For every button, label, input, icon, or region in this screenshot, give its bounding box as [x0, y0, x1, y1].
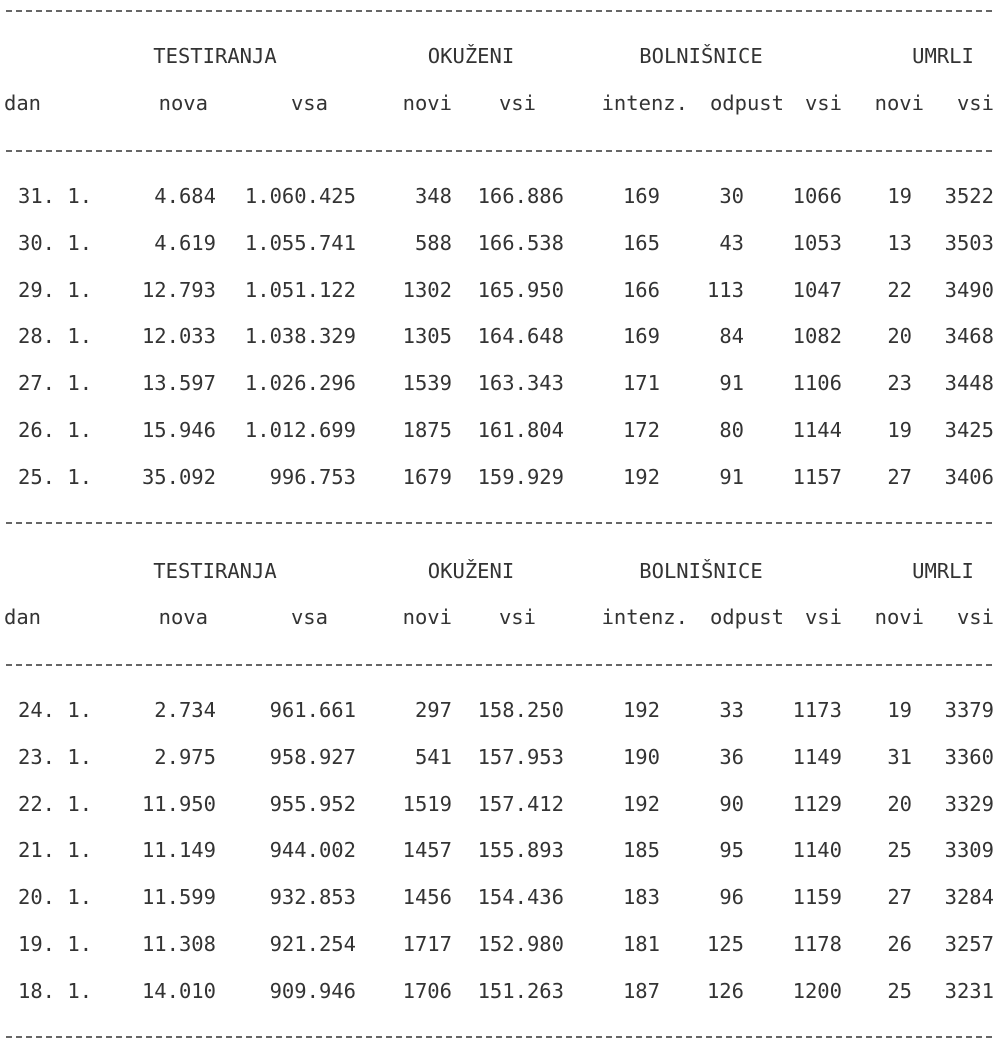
col-dan-value: 23. 1. — [18, 744, 93, 769]
col-dan-value: 28. 1. — [18, 324, 93, 349]
col-intenz-value: 166 — [622, 277, 660, 302]
table-row — [4, 322, 999, 350]
col-okuzeni-vsi-value: 157.953 — [477, 744, 564, 769]
col-umrli-novi-value: 25 — [887, 838, 912, 863]
col-okuzeni-novi-value: 1706 — [402, 978, 452, 1003]
col-dan-value: 18. 1. — [18, 978, 93, 1003]
col-odpust-value: 113 — [706, 277, 744, 302]
col-odpust-value: 33 — [719, 698, 744, 722]
col-nova-value: 15.946 — [141, 418, 216, 442]
table-row — [4, 696, 999, 724]
col-nova-value: 4.684 — [154, 184, 216, 208]
col-dan-value: 21. 1. — [18, 838, 93, 863]
col-bolnisnice-vsi-value: 1149 — [792, 744, 842, 769]
col-umrli-vsi-value: 3490 — [944, 277, 994, 302]
column-header-row — [4, 89, 999, 117]
col-bolnisnice-vsi-value: 1106 — [792, 371, 842, 396]
col-vsa-value: 958.927 — [269, 744, 356, 769]
col-umrli-vsi-value: 3468 — [944, 324, 994, 349]
col-nova-value: 13.597 — [141, 371, 216, 396]
col-nova-value: 14.010 — [141, 978, 216, 1003]
col-nova-value: 12.033 — [141, 324, 216, 349]
col-umrli-vsi: vsi — [956, 605, 994, 629]
col-odpust-value: 36 — [719, 744, 744, 769]
col-okuzeni-novi: novi — [402, 91, 452, 115]
group-header-row — [4, 42, 999, 70]
col-umrli-vsi: vsi — [956, 91, 994, 115]
col-umrli-vsi-value: 3522 — [944, 184, 994, 208]
col-dan-value: 22. 1. — [18, 791, 93, 816]
table-row — [4, 369, 999, 397]
col-vsa-value: 1.038.329 — [244, 324, 356, 349]
col-okuzeni-novi-value: 1305 — [402, 324, 452, 349]
col-odpust: odpust — [709, 91, 784, 115]
col-vsa-value: 932.853 — [269, 885, 356, 910]
col-umrli-novi-value: 22 — [887, 277, 912, 302]
col-umrli-vsi-value: 3406 — [944, 464, 994, 489]
col-vsa-value: 944.002 — [269, 838, 356, 863]
col-nova-value: 12.793 — [141, 277, 216, 302]
col-intenz-value: 192 — [622, 698, 660, 722]
col-intenz: intenz. — [601, 91, 688, 115]
col-dan: dan — [4, 91, 42, 115]
table-row — [4, 276, 999, 304]
col-okuzeni-vsi-value: 161.804 — [477, 418, 564, 442]
col-odpust-value: 90 — [719, 791, 744, 816]
col-odpust-value: 43 — [719, 230, 744, 255]
col-vsa-value: 961.661 — [269, 698, 356, 722]
col-intenz-value: 183 — [622, 885, 660, 910]
group-okuzeni: OKUŽENI — [427, 559, 515, 583]
col-okuzeni-novi-value: 588 — [414, 230, 452, 255]
col-vsa-value: 921.254 — [269, 932, 356, 956]
col-dan-value: 27. 1. — [18, 371, 93, 396]
col-okuzeni-novi-value: 541 — [414, 744, 452, 769]
col-umrli-novi-value: 23 — [887, 371, 912, 396]
col-vsa-value: 1.012.699 — [244, 418, 356, 442]
col-dan-value: 29. 1. — [18, 277, 93, 302]
col-bolnisnice-vsi-value: 1173 — [792, 698, 842, 722]
col-vsa-value: 909.946 — [269, 978, 356, 1003]
table-row — [4, 883, 999, 911]
col-okuzeni-novi-value: 1875 — [402, 418, 452, 442]
col-dan: dan — [4, 605, 42, 629]
col-nova-value: 2.734 — [154, 698, 216, 722]
rule-header-separator — [6, 150, 992, 152]
col-vsa-value: 1.051.122 — [244, 277, 356, 302]
col-odpust-value: 125 — [706, 932, 744, 956]
col-okuzeni-vsi-value: 155.893 — [477, 838, 564, 863]
col-okuzeni-novi-value: 1457 — [402, 838, 452, 863]
col-umrli-novi-value: 20 — [887, 324, 912, 349]
col-bolnisnice-vsi-value: 1129 — [792, 791, 842, 816]
group-testiranja: TESTIRANJA — [153, 44, 277, 68]
col-dan-value: 24. 1. — [18, 698, 93, 722]
col-umrli-novi-value: 19 — [887, 184, 912, 208]
col-umrli-vsi-value: 3425 — [944, 418, 994, 442]
col-umrli-novi-value: 27 — [887, 464, 912, 489]
col-odpust-value: 30 — [719, 184, 744, 208]
table-row — [4, 743, 999, 771]
group-testiranja: TESTIRANJA — [153, 559, 277, 583]
col-okuzeni-novi-value: 1539 — [402, 371, 452, 396]
col-okuzeni-vsi-value: 158.250 — [477, 698, 564, 722]
group-umrli: UMRLI — [912, 44, 974, 68]
col-okuzeni-novi-value: 1519 — [402, 791, 452, 816]
table-row — [4, 229, 999, 257]
col-nova-value: 11.950 — [141, 791, 216, 816]
col-nova-value: 35.092 — [141, 464, 216, 489]
col-umrli-vsi-value: 3231 — [944, 978, 994, 1003]
col-vsa: vsa — [290, 605, 328, 629]
col-nova-value: 11.149 — [141, 838, 216, 863]
col-umrli-vsi-value: 3329 — [944, 791, 994, 816]
col-odpust-value: 96 — [719, 885, 744, 910]
table-row — [4, 836, 999, 864]
col-bolnisnice-vsi-value: 1200 — [792, 978, 842, 1003]
col-okuzeni-vsi-value: 157.412 — [477, 791, 564, 816]
col-vsa-value: 996.753 — [269, 464, 356, 489]
col-okuzeni-vsi-value: 164.648 — [477, 324, 564, 349]
col-intenz-value: 192 — [622, 791, 660, 816]
col-dan-value: 30. 1. — [18, 230, 93, 255]
col-dan-value: 26. 1. — [18, 418, 93, 442]
col-bolnisnice-vsi-value: 1144 — [792, 418, 842, 442]
col-intenz-value: 185 — [622, 838, 660, 863]
col-umrli-vsi-value: 3379 — [944, 698, 994, 722]
col-vsa-value: 1.055.741 — [244, 230, 356, 255]
group-bolnisnice: BOLNIŠNICE — [639, 559, 763, 583]
col-odpust-value: 91 — [719, 464, 744, 489]
rule-bottom — [6, 1036, 992, 1038]
col-nova: nova — [158, 605, 208, 629]
table-row — [4, 790, 999, 818]
col-bolnisnice-vsi-value: 1066 — [792, 184, 842, 208]
col-bolnisnice-vsi-value: 1053 — [792, 230, 842, 255]
rule-top — [6, 10, 992, 12]
col-nova-value: 11.599 — [141, 885, 216, 910]
col-okuzeni-vsi-value: 151.263 — [477, 978, 564, 1003]
col-intenz-value: 169 — [622, 324, 660, 349]
col-umrli-novi: novi — [874, 91, 924, 115]
group-okuzeni: OKUŽENI — [427, 44, 515, 68]
col-odpust-value: 84 — [719, 324, 744, 349]
group-header-row — [4, 557, 999, 585]
col-intenz-value: 192 — [622, 464, 660, 489]
col-odpust-value: 91 — [719, 371, 744, 396]
col-vsa-value: 1.060.425 — [244, 184, 356, 208]
table-row — [4, 182, 999, 210]
col-okuzeni-vsi-value: 165.950 — [477, 277, 564, 302]
col-intenz-value: 165 — [622, 230, 660, 255]
col-intenz-value: 169 — [622, 184, 660, 208]
table-row — [4, 977, 999, 1005]
col-okuzeni-vsi-value: 166.886 — [477, 184, 564, 208]
col-okuzeni-novi-value: 1717 — [402, 932, 452, 956]
table-row — [4, 930, 999, 958]
col-umrli-novi-value: 19 — [887, 698, 912, 722]
table-row — [4, 416, 999, 444]
col-nova-value: 2.975 — [154, 744, 216, 769]
col-umrli-novi-value: 26 — [887, 932, 912, 956]
col-bolnisnice-vsi-value: 1047 — [792, 277, 842, 302]
col-intenz-value: 187 — [622, 978, 660, 1003]
col-okuzeni-novi-value: 297 — [414, 698, 452, 722]
col-bolnisnice-vsi-value: 1178 — [792, 932, 842, 956]
col-dan-value: 31. 1. — [18, 184, 93, 208]
col-odpust: odpust — [709, 605, 784, 629]
col-dan-value: 20. 1. — [18, 885, 93, 910]
col-bolnisnice-vsi-value: 1082 — [792, 324, 842, 349]
col-umrli-vsi-value: 3503 — [944, 230, 994, 255]
col-okuzeni-vsi-value: 154.436 — [477, 885, 564, 910]
col-umrli-novi: novi — [874, 605, 924, 629]
col-umrli-novi-value: 19 — [887, 418, 912, 442]
group-umrli: UMRLI — [912, 559, 974, 583]
col-intenz-value: 181 — [622, 932, 660, 956]
col-odpust-value: 126 — [706, 978, 744, 1003]
group-bolnisnice: BOLNIŠNICE — [639, 44, 763, 68]
col-odpust-value: 80 — [719, 418, 744, 442]
col-umrli-vsi-value: 3284 — [944, 885, 994, 910]
col-okuzeni-vsi-value: 166.538 — [477, 230, 564, 255]
col-umrli-vsi-value: 3309 — [944, 838, 994, 863]
col-okuzeni-novi-value: 348 — [414, 184, 452, 208]
col-okuzeni-vsi-value: 163.343 — [477, 371, 564, 396]
col-dan-value: 25. 1. — [18, 464, 93, 489]
table-row — [4, 463, 999, 491]
col-umrli-novi-value: 13 — [887, 230, 912, 255]
col-umrli-novi-value: 27 — [887, 885, 912, 910]
col-okuzeni-vsi-value: 152.980 — [477, 932, 564, 956]
rule-section-separator — [6, 522, 992, 524]
col-umrli-novi-value: 20 — [887, 791, 912, 816]
col-okuzeni-vsi: vsi — [498, 91, 536, 115]
col-vsa-value: 1.026.296 — [244, 371, 356, 396]
col-nova-value: 4.619 — [154, 230, 216, 255]
col-okuzeni-novi-value: 1302 — [402, 277, 452, 302]
col-bolnisnice-vsi-value: 1159 — [792, 885, 842, 910]
col-dan-value: 19. 1. — [18, 932, 93, 956]
col-bolnisnice-vsi-value: 1140 — [792, 838, 842, 863]
col-okuzeni-novi: novi — [402, 605, 452, 629]
col-nova: nova — [158, 91, 208, 115]
col-umrli-vsi-value: 3360 — [944, 744, 994, 769]
col-okuzeni-vsi: vsi — [498, 605, 536, 629]
col-okuzeni-vsi-value: 159.929 — [477, 464, 564, 489]
col-bolnisnice-vsi-value: 1157 — [792, 464, 842, 489]
col-intenz-value: 172 — [622, 418, 660, 442]
col-umrli-vsi-value: 3257 — [944, 932, 994, 956]
col-okuzeni-novi-value: 1679 — [402, 464, 452, 489]
col-odpust-value: 95 — [719, 838, 744, 863]
col-okuzeni-novi-value: 1456 — [402, 885, 452, 910]
col-vsa-value: 955.952 — [269, 791, 356, 816]
rule-header-separator — [6, 664, 992, 666]
col-nova-value: 11.308 — [141, 932, 216, 956]
col-bolnisnice-vsi: vsi — [804, 91, 842, 115]
col-umrli-novi-value: 31 — [887, 744, 912, 769]
col-umrli-vsi-value: 3448 — [944, 371, 994, 396]
col-umrli-novi-value: 25 — [887, 978, 912, 1003]
col-intenz: intenz. — [601, 605, 688, 629]
col-vsa: vsa — [290, 91, 328, 115]
col-intenz-value: 190 — [622, 744, 660, 769]
col-intenz-value: 171 — [622, 371, 660, 396]
column-header-row — [4, 603, 999, 631]
col-bolnisnice-vsi: vsi — [804, 605, 842, 629]
